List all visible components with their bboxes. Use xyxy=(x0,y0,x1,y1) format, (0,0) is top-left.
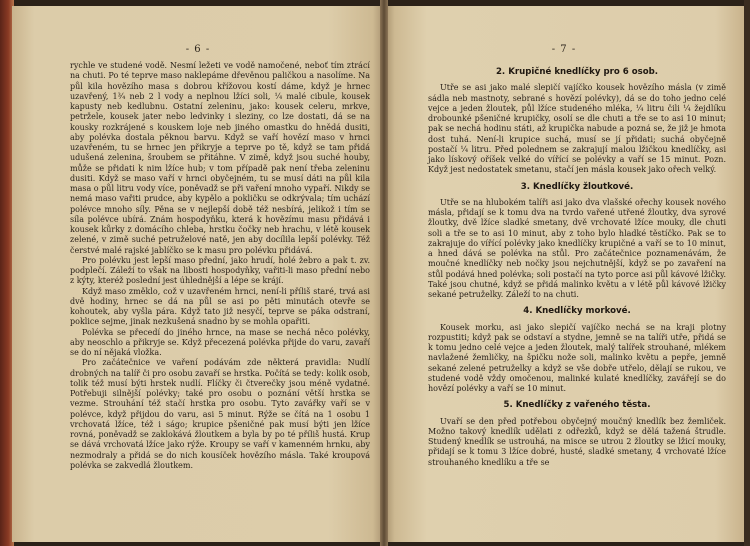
right-page xyxy=(384,6,744,542)
left-page xyxy=(12,6,384,542)
book-gutter xyxy=(380,0,388,546)
right-page-text xyxy=(428,61,726,468)
paragraph: rychle ve studené vodě. Nesmí ležeti ve vodě namočené, neboť tím ztrácí na chuti. Po té teprve maso naklepáme dřevěnou paličkou a nasolíme. Na půl kila hovězího masa s dobrou křížovou kostí dáme, když je hrnec uzavřený, 1¾ neb 2 l vody a neplnou lžíci soli, ¼ malé cibule, kousek kapusty neb kedlubnu. Ostatní zeleninu, jako: kousek celeru, mrkve, petržele, kousek jater nebo ledvinky i sleziny, co lze dostati, dá se na kousky rozkrájené s kouskem loje neb jiného omastku do hnědá dusiti, aby polévka dostala pěknou barvu. Když se vaří hovězí maso v hrnci uzavřeném, tu se hrnec jen přikryje a teprve po tě, když se tam přidá udušená zelenina, šroubem se přitáhne. V zimě, když jsou suché houby, může se přidati k nim lžíce hub; v tom případě pak není třeba zeleninu dusiti. Když se maso vaří v hrnci obyčejném, tu se musí dáti na půl kila masa o půl litru vody více, poněvadž se při vaření mnoho vypaří. Nikdy se nemá maso vařiti prudce, aby kypělo a pokličku se odkrývala; tím uchází polévce mnoho síly. Pěna se v nejlepší době též nesbírá, jelikož i tím se síla polévce ubírá. Znám hospodyňku, která k hovězímu masu přidává i kousek kůrky z domácího chleba, hrstku čočky neb hrachu, v létě kousek zelené, v zimě suché petruželové natě, jen aby docílila lepší polévky. Též čerstvé malé rajské jablíčko se k masu pro polévku přidává. xyxy=(70,61,370,255)
recipe-heading: 5. Knedlíčky z vařeného těsta. xyxy=(503,400,651,411)
paragraph: Kousek morku, asi jako slepičí vajíčko nechá se na kraji plotny rozpustiti; když pak se odstaví a stydne, jemně se na talíři utře, přidá se k tomu jedno celé vejce a jeden žloutek, malý talířek strouhané, mlékem navlažené žemličky, na špičku nože soli, malinko květu a pepře, jemně sekané zelené petruželky a když se vše dobře utřelo, dělají se rukou, ve studené vodě vždy omočenou, malinké kulaté knedlíčky, zavářejí se do hovězí polévky a vaří se 10 minut. xyxy=(428,322,726,393)
left-page-number: - 6 - xyxy=(185,44,211,55)
right-page-number: - 7 - xyxy=(551,44,577,55)
paragraph: Polévka se přecedí do jiného hrnce, na mase se nechá něco polévky, aby neoschlo a přikryje se. Když přecezená polévka přijde do varu, zavaří se do ní nějaká vložka. xyxy=(70,327,370,357)
recipe-heading: 2. Krupičné knedlíčky pro 6 osob. xyxy=(495,67,659,77)
paragraph: Pro polévku jest lepší maso přední, jako hrudí, holé žebro a pak t. zv. podplečí. Záleží to však na libosti hospodyňky, vařiti-li maso přední nebo z kýty, kteréž poslední jest úhlednější a lépe se krájí. xyxy=(70,255,370,286)
recipe-heading: 4. Knedlíčky morkové. xyxy=(523,306,631,317)
paragraph: Uvaří se den před potřebou obyčejný moučný knedlík bez žemliček. Možno takový knedlík udělati z odřezků, když se dělá tažená štrudle. Studený knedlík se ustrouhá, na misce se utrou 2 žloutky se lžicí mouky, přidají se k tomu 3 lžíce dobré, husté, sladké smetany, 4 vrchovaté lžíce strouhaného knedlíku a tře se xyxy=(428,416,726,467)
paragraph: Když maso změklo, což v uzavřeném hrnci, není-li příliš staré, trvá asi dvě hodiny, hrnec se dá na půl se asi po pěti minutách otevře se kohoutek, aby vyšla pára. Když tato již nesyčí, teprve se páka odstraní, poklice sejme, jinak nezkušená snadno by se mohla opařiti. xyxy=(70,286,370,327)
paragraph: Pro začátečnice ve vaření podávám zde některá pravidla: Nudlí drobných na talíř či pro osobu zavaří se hrstka. Počítá se tedy: kolik osob, tolik též musí býti hrstek nudlí. Flíčky či čtverečky jsou méně vydatné. Potřebuji silnější polévky; také pro osobu o poznání větší hrstka se vezme. Strouhání též stačí hrstka pro osobu. Tyto zavářky vaří se v polévce, když přijdou do varu, asi 5 minut. Rýže se čítá na 1 osobu 1 vrchovatá lžíce, též i ságo; krupice pšeničné pak musí býti jen lžíce rovná, poněvadž se zaklokává žloutkem a byla by po té příliš hustá. Krup se dává vrchovatá lžíce jako rýže. Kroupy se vaří v kamenném hrnku, aby nezmodraly a přidá se do nich kousíček hovězího másla. Také kroupová polévka se zakvedlá žloutkem. xyxy=(70,358,370,470)
paragraph: Utře se na hlubokém talíři asi jako dva vlašské ořechy kousek nového másla, přidají se k tomu dva na tvrdo vařené utřené žloutky, dva syrové žloutky, dvě lžíce sladké smetany, dvě vrchovaté lžíce mouky, dle chuti soli a tře se to asi 10 minut, aby z toho bylo hladké těstíčko. Pak se to zakrajuje do vířící polévky jako knedlíčky krupičné a vaří se to 10 minut, a hned dává se polévka na stůl. Pro začátečnice poznamenávám, že moučné knedlíčky neb nočky jsou nejchutnější, když se po zavaření na stůl podává hned polévka; soli postačí na tyto porce asi půl kávové lžičky. Také jsou chutné, když se přidá malinko květu a v létě půl kávové lžičky sekané petruželky. Záleží to na chuti. xyxy=(428,197,726,299)
book-right-edge xyxy=(744,0,750,546)
recipe-heading: 3. Knedlíčky žloutkové. xyxy=(520,181,634,192)
left-page-text xyxy=(70,61,370,471)
paragraph: Utře se asi jako malé slepičí vajíčko kousek hovězího másla (v zimě sádla neb mastnoty, sebrané s hovězí polévky), dá se do toho jedno celé vejce a jeden žloutek, půl lžíce studeného mléka, ¼ litru čili ¼ žejdlíku drobounké pšeničné krupičky, osolí se dle chuti a tře se to asi 10 minut; pak se nechá hodinu státi, až krupička nabude a pozná se, že již je hmota dost tuhá. Není-li krupice suchá, musí se jí přidati; suchá obyčejně postačí ¼ litru. Před polednem se zakrajují malou lžičkou knedlíčky, asi jako lískový oříšek velké do vířící se polévky a vaří se 15 minut. Pozn. Když jest nedostatek smetanu, stačí jen másla kousek jako ořech velký. xyxy=(428,83,726,175)
